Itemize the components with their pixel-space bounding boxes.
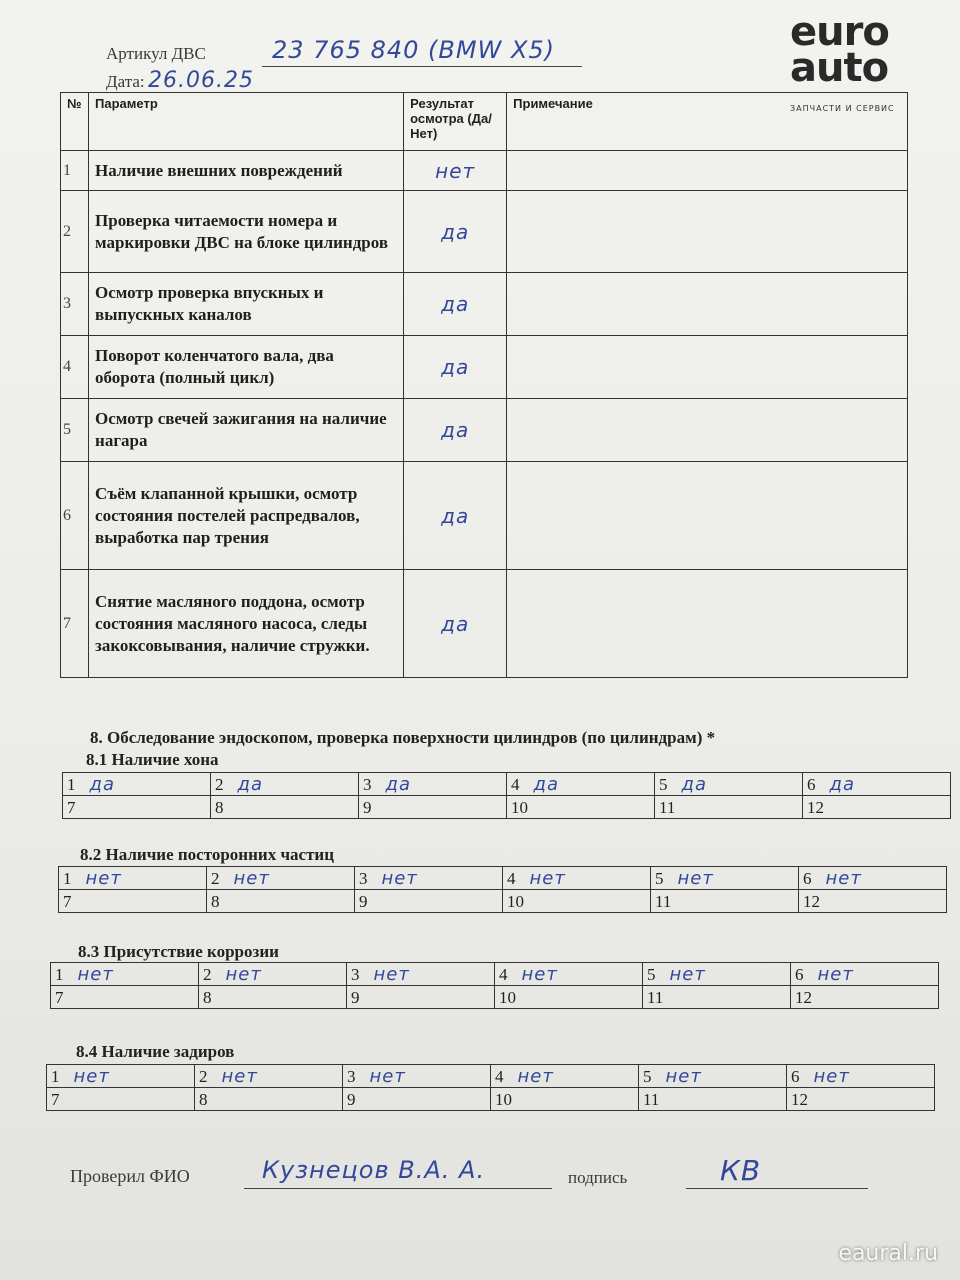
cylinder-grid-scoring — [46, 1064, 935, 1111]
subsection-title: 8.4 Наличие задиров — [76, 1042, 235, 1061]
grid-cell: 4 нет — [491, 1065, 639, 1088]
row-number: 5 — [61, 399, 89, 462]
cylinder-grid-hone — [62, 772, 951, 819]
grid-cell: 9 — [343, 1088, 491, 1111]
row-result — [404, 151, 507, 191]
article-underline — [262, 66, 582, 67]
grid-cell: 1 нет — [59, 867, 207, 890]
grid-cell: 7 — [63, 796, 211, 819]
article-value: 23 765 840 (BMW X5) — [272, 36, 556, 64]
grid-cell: 5 да — [655, 773, 803, 796]
date-value: 26.06.25 — [148, 68, 254, 93]
watermark: eaural.ru — [838, 1241, 938, 1266]
row-number: 4 — [61, 336, 89, 399]
row-parameter: Поворот коленчатого вала, два оборота (полный цикл) — [89, 336, 404, 399]
row-note — [507, 273, 908, 336]
row-number: 3 — [61, 273, 89, 336]
subsection-title: 8.1 Наличие хона — [86, 750, 219, 769]
row-note — [507, 151, 908, 191]
col-number: № — [61, 93, 89, 151]
grid-cell: 1 нет — [47, 1065, 195, 1088]
grid-cell: 9 — [359, 796, 507, 819]
date-label: Дата: — [106, 72, 145, 91]
row-note — [507, 570, 908, 678]
grid-cell: 5 нет — [651, 867, 799, 890]
grid-row — [63, 796, 951, 819]
grid-cell: 3 нет — [343, 1065, 491, 1088]
section-8-title: 8. Обследование эндоскопом, проверка поверхности цилиндров (по цилиндрам) * — [90, 728, 716, 747]
grid-cell: 1 нет — [51, 963, 199, 986]
result-handwritten: да — [441, 219, 470, 244]
grid-cell: 5 нет — [639, 1065, 787, 1088]
grid-cell: 1 да — [63, 773, 211, 796]
table-row — [61, 399, 908, 462]
row-number: 7 — [61, 570, 89, 678]
col-parameter: Параметр — [89, 93, 404, 151]
grid-cell: 9 — [355, 890, 503, 913]
grid-cell: 5 нет — [643, 963, 791, 986]
row-note — [507, 462, 908, 570]
grid-cell: 6 нет — [787, 1065, 935, 1088]
grid-cell: 4 да — [507, 773, 655, 796]
grid-cell: 12 — [803, 796, 951, 819]
table-row — [61, 336, 908, 399]
grid-cell: 7 — [47, 1088, 195, 1111]
grid-cell: 6 нет — [791, 963, 939, 986]
grid-cell: 2 нет — [207, 867, 355, 890]
grid-cell: 7 — [59, 890, 207, 913]
table-row — [61, 151, 908, 191]
logo-line1: euro — [790, 9, 889, 55]
signature-mark: КВ — [720, 1154, 762, 1187]
grid-cell: 4 нет — [503, 867, 651, 890]
row-note — [507, 336, 908, 399]
grid-cell: 10 — [495, 986, 643, 1009]
grid-row — [59, 867, 947, 890]
grid-cell: 3 да — [359, 773, 507, 796]
grid-cell: 11 — [655, 796, 803, 819]
result-handwritten: да — [441, 611, 470, 636]
result-handwritten: да — [441, 355, 470, 379]
row-result — [404, 273, 507, 336]
grid-cell: 8 — [195, 1088, 343, 1111]
grid-cell: 9 — [347, 986, 495, 1009]
grid-cell: 8 — [199, 986, 347, 1009]
grid-row — [59, 890, 947, 913]
grid-cell: 8 — [207, 890, 355, 913]
subsection-title: 8.3 Присутствие коррозии — [78, 942, 279, 961]
checked-by-underline — [244, 1188, 552, 1189]
table-row — [61, 462, 908, 570]
table-row — [61, 273, 908, 336]
cylinder-grid-particles — [58, 866, 947, 913]
row-number: 6 — [61, 462, 89, 570]
row-note — [507, 399, 908, 462]
row-parameter: Осмотр свечей зажигания на наличие нагара — [89, 399, 404, 462]
row-parameter: Съём клапанной крышки, осмотр состояния постелей распредвалов, выработка пар трения — [89, 462, 404, 570]
grid-row — [47, 1065, 935, 1088]
grid-cell: 10 — [507, 796, 655, 819]
row-result — [404, 336, 507, 399]
signature-label: подпись — [568, 1168, 628, 1187]
grid-cell: 10 — [491, 1088, 639, 1111]
grid-cell: 12 — [787, 1088, 935, 1111]
grid-cell: 11 — [651, 890, 799, 913]
grid-cell: 3 нет — [347, 963, 495, 986]
result-handwritten: да — [441, 418, 470, 442]
row-parameter: Наличие внешних повреждений — [89, 151, 404, 191]
article-label: Артикул ДВС — [106, 44, 206, 63]
col-note: Примечание — [507, 93, 908, 151]
grid-cell: 7 — [51, 986, 199, 1009]
grid-cell: 2 нет — [199, 963, 347, 986]
inspection-table — [60, 92, 908, 678]
logo-tagline: ЗАПЧАСТИ И СЕРВИС — [790, 104, 895, 113]
grid-cell: 2 нет — [195, 1065, 343, 1088]
grid-row — [63, 773, 951, 796]
row-parameter: Осмотр проверка впускных и выпускных каналов — [89, 273, 404, 336]
subsection-title: 8.2 Наличие посторонних частиц — [80, 845, 335, 864]
grid-cell: 10 — [503, 890, 651, 913]
grid-row — [51, 986, 939, 1009]
cylinder-grid-corrosion — [50, 962, 939, 1009]
grid-cell: 6 нет — [799, 867, 947, 890]
result-handwritten: нет — [435, 158, 476, 183]
row-note — [507, 191, 908, 273]
row-number: 1 — [61, 151, 89, 191]
grid-cell: 11 — [639, 1088, 787, 1111]
result-handwritten: да — [441, 292, 470, 316]
grid-cell: 3 нет — [355, 867, 503, 890]
grid-row — [47, 1088, 935, 1111]
row-result — [404, 570, 507, 678]
grid-row — [51, 963, 939, 986]
result-handwritten: да — [441, 503, 470, 528]
grid-cell: 11 — [643, 986, 791, 1009]
row-parameter: Снятие масляного поддона, осмотр состояния масляного насоса, следы закоксовывания, наличие стружки. — [89, 570, 404, 678]
signature-underline — [686, 1188, 868, 1189]
grid-cell: 6 да — [803, 773, 951, 796]
checked-by-name: Кузнецов В.А. А. — [262, 1156, 486, 1184]
row-parameter: Проверка читаемости номера и маркировки ДВС на блоке цилиндров — [89, 191, 404, 273]
row-result — [404, 462, 507, 570]
row-number: 2 — [61, 191, 89, 273]
table-row — [61, 570, 908, 678]
table-row — [61, 191, 908, 273]
grid-cell: 12 — [799, 890, 947, 913]
grid-cell: 2 да — [211, 773, 359, 796]
grid-cell: 12 — [791, 986, 939, 1009]
grid-cell: 4 нет — [495, 963, 643, 986]
row-result — [404, 191, 507, 273]
table-header-row — [61, 93, 908, 151]
logo-line2: auto — [790, 45, 889, 91]
col-result: Результат осмотра (Да/Нет) — [404, 93, 507, 151]
grid-cell: 8 — [211, 796, 359, 819]
checked-by-label: Проверил ФИО — [70, 1166, 190, 1186]
row-result — [404, 399, 507, 462]
